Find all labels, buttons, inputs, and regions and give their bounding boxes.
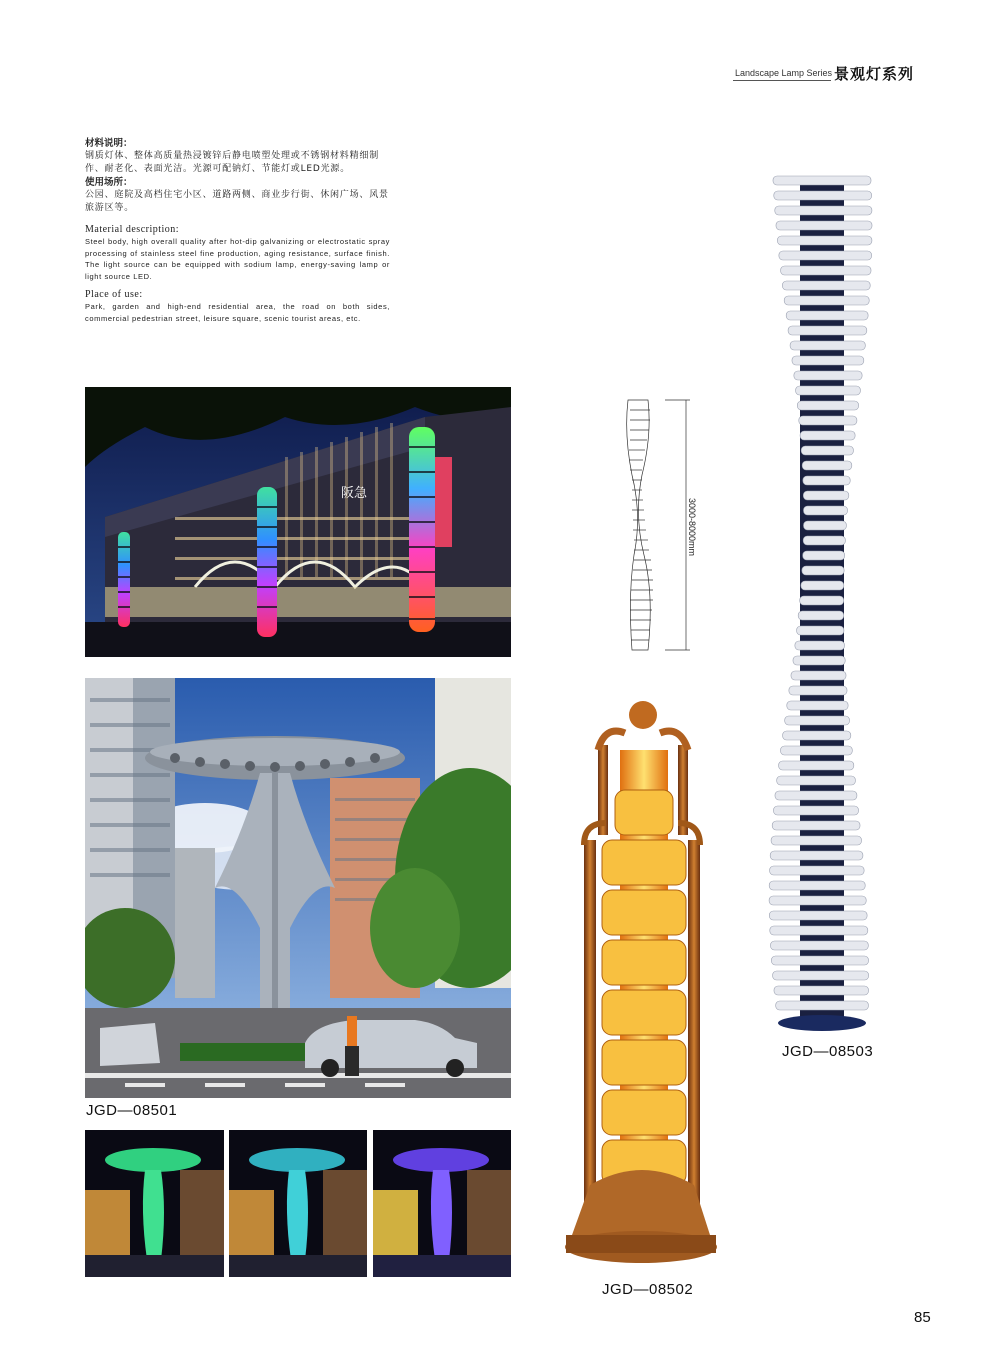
lamp-ring-stripe [774, 191, 872, 200]
lamp-ring-stripe [803, 551, 845, 560]
lamp-ring-stripe [802, 566, 844, 575]
lamp-ring-stripe [771, 941, 869, 950]
lamp-ring-stripe [779, 251, 872, 260]
lamp-ring-stripe [777, 776, 856, 785]
lamp-ring-stripe [787, 701, 848, 710]
lamp-ring-stripe [774, 806, 859, 815]
lamp-ring-stripe [769, 896, 866, 905]
lamp-ring-stripe [783, 731, 851, 740]
lamp-ring-stripe [772, 821, 860, 830]
lamp-ring-stripe [770, 926, 868, 935]
lamp-ring-stripe [804, 521, 847, 530]
lamp-ring-stripe [773, 176, 871, 185]
material-heading-en: Material description: [85, 224, 180, 235]
lamp-ring-stripe [804, 506, 848, 515]
lamp-08503-image [762, 168, 882, 1033]
material-text-en: Steel body, high overall quality after hot-dip galvanizing or electrostatic spray processing of stainless steel fine production, aging resistance, surface finish. The light source can be equipped with sodium lamp, energy-saving lamp or light source LED. [85, 237, 390, 281]
lamp-ring-stripe [796, 386, 861, 395]
tree-lamp-day-photo [85, 678, 511, 1098]
lamp-08502-image [560, 695, 720, 1270]
lamp-ring-stripe [792, 356, 864, 365]
header-underline [733, 80, 831, 81]
lamp-ring-stripe [773, 971, 869, 980]
material-text-zh: 钢质灯体、整体高质量热浸镀锌后静电喷塑处理或不锈钢材料精细制作、耐老化、表面光洁。光源可配钠灯、节能灯或LED光源。 [85, 151, 380, 174]
tree-lamp-night-purple-photo [373, 1130, 511, 1277]
series-title-en: Landscape Lamp Series [735, 68, 833, 78]
series-title-zh: 景观灯系列 [834, 65, 915, 83]
lamp-ring-stripe [781, 266, 871, 275]
lamp-ring-stripe [800, 596, 844, 605]
lamp-ring-stripe [802, 461, 852, 470]
lamp-ring-stripe [798, 611, 844, 620]
tree-lamp-night-cyan-photo [229, 1130, 367, 1277]
lamp-ring-stripe [803, 491, 849, 500]
lamp-ring-stripe [803, 476, 850, 485]
lamp-ring-stripe [771, 956, 868, 965]
lamp-ring-stripe [775, 791, 857, 800]
night-mall-photo [85, 387, 511, 657]
lamp-ring-stripe [769, 881, 865, 890]
lamp-ring-stripe [779, 761, 854, 770]
lamp-ring-stripe [770, 866, 865, 875]
lamp-ring-stripe [793, 656, 845, 665]
lamp-ring-stripe [776, 221, 872, 230]
lamp-ring-stripe [784, 296, 869, 305]
lamp-ring-stripe [770, 851, 863, 860]
lamp-ring-stripe [776, 1001, 869, 1010]
lamp-ring-stripe [790, 341, 865, 350]
lamp-ring-stripe [795, 641, 845, 650]
lamp-ring-stripe [769, 911, 867, 920]
lamp-ring-stripe [775, 206, 872, 215]
place-heading-en: Place of use: [85, 289, 143, 300]
lamp-ring-stripe [799, 416, 857, 425]
lamp-ring-stripe [789, 686, 847, 695]
lamp-ring-stripe [782, 281, 870, 290]
lamp-ring-stripe [797, 626, 844, 635]
lamp-ring-stripe [771, 836, 861, 845]
material-heading-zh: 材料说明： [85, 138, 133, 149]
lamp-ring-stripe [788, 326, 867, 335]
lamp-ring-stripe [786, 311, 868, 320]
lamp-ring-stripe [777, 236, 872, 245]
mall-sign: 阪急 [341, 486, 368, 501]
lamp-ring-stripe [774, 986, 869, 995]
lamp-ring-stripe [797, 401, 858, 410]
lamp-ring-stripe [801, 581, 844, 590]
place-text-zh: 公园、庭院及高档住宅小区、道路两侧、商业步行街、休闲广场、风景旅游区等。 [85, 190, 389, 213]
place-text-en: Park, garden and high-end residential area, the road on both sides, commercial pedestrian street, leisure square, scenic tourist areas, etc. [85, 302, 390, 323]
lamp-ring-stripe [800, 431, 855, 440]
model-label-08502: JGD—08502 [602, 1281, 694, 1298]
lamp-ring-stripe [794, 371, 862, 380]
place-heading-zh: 使用场所： [85, 177, 133, 188]
model-label-08503: JGD—08503 [782, 1043, 874, 1060]
description-block [85, 137, 390, 324]
model-label-08501: JGD—08501 [86, 1102, 178, 1119]
lamp-ring-stripe [791, 671, 846, 680]
lamp-ring-stripe [803, 536, 845, 545]
dimension-label: 3000-8000mm [687, 497, 697, 557]
tree-lamp-night-green-photo [85, 1130, 224, 1277]
page-number: 85 [914, 1309, 931, 1326]
lamp-ring-stripe [801, 446, 853, 455]
dimension-label-box [680, 492, 700, 572]
lamp-ring-stripe [781, 746, 853, 755]
lamp-ring-stripe [785, 716, 850, 725]
